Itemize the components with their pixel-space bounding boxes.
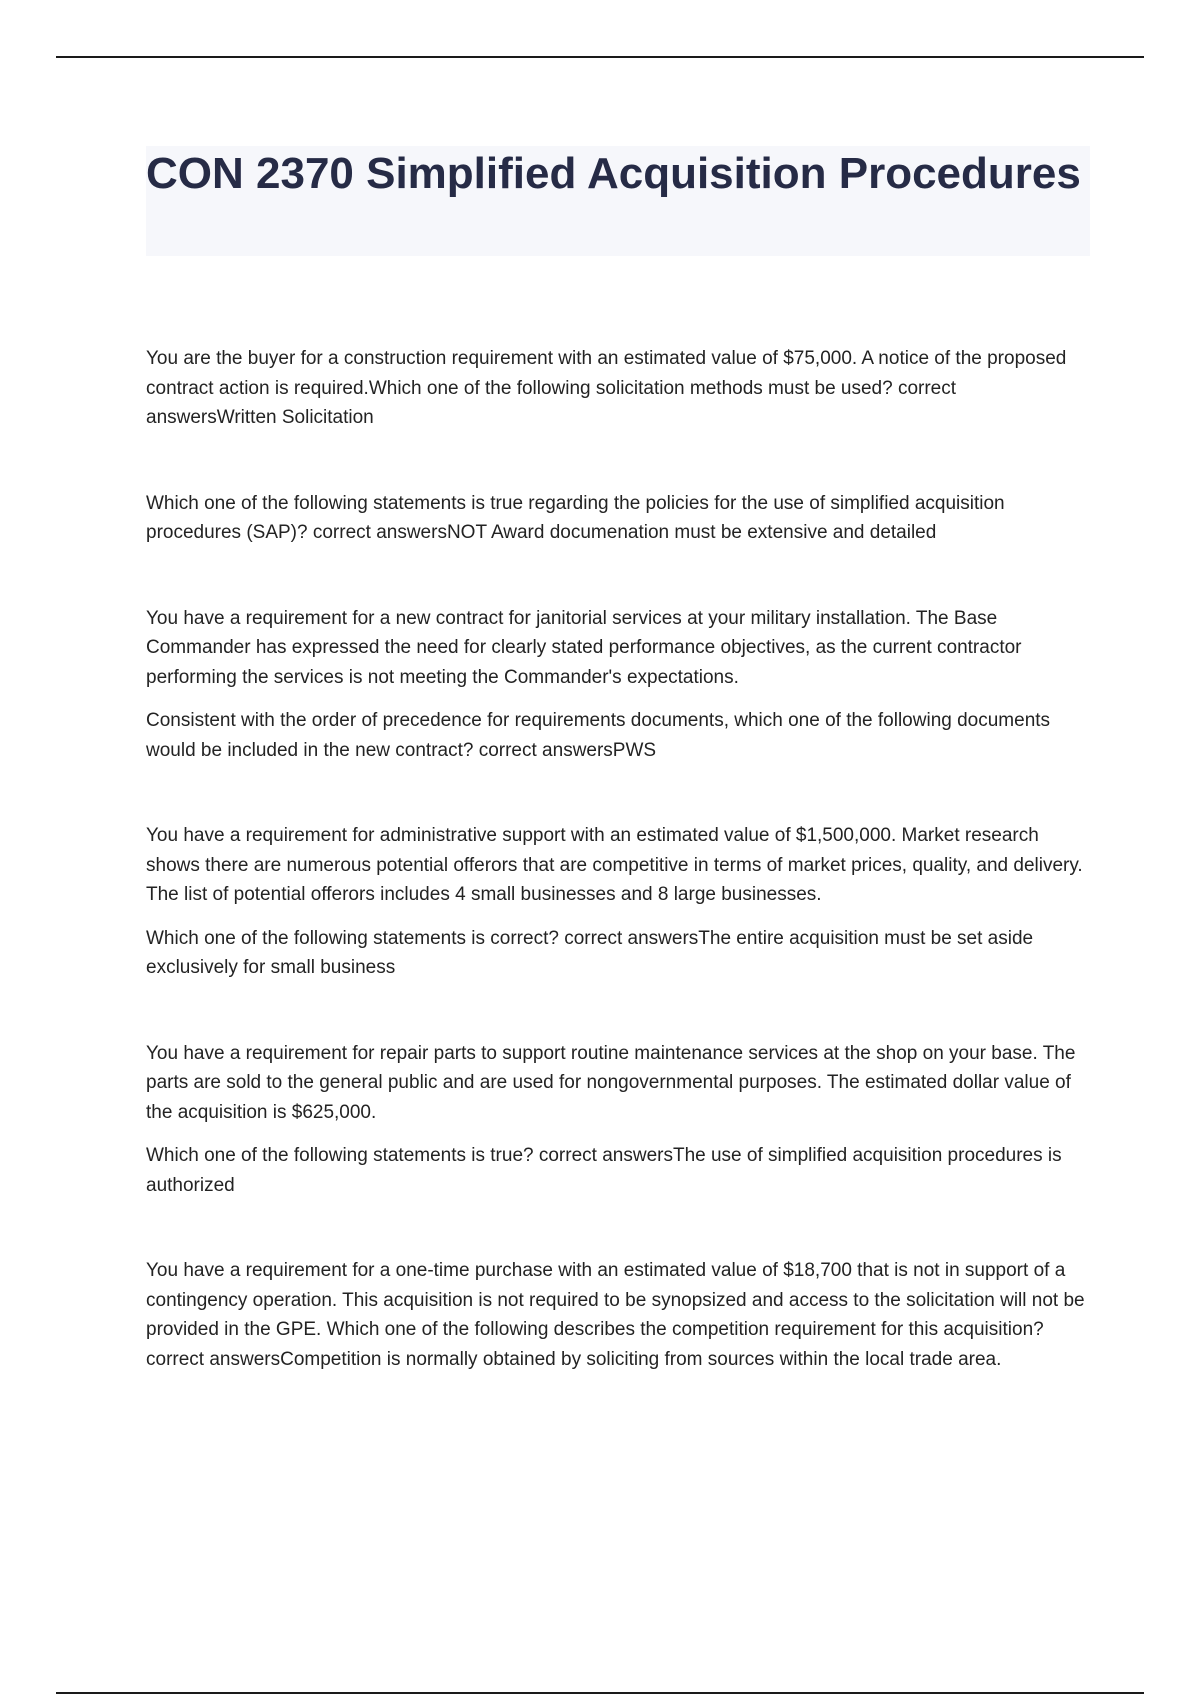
question-item xyxy=(146,604,1090,766)
question-list xyxy=(146,344,1090,1374)
question-paragraph: Consistent with the order of precedence for requirements documents, which one of the following documents would be included in the new contract? correct answersPWS xyxy=(146,710,1051,761)
question-paragraph: Which one of the following statements is true regarding the policies for the use of simplified acquisition procedures (SAP)? correct answersNOT Award documenation must be extensive and detailed xyxy=(146,492,1005,543)
question-item xyxy=(146,489,1090,548)
question-paragraph: You have a requirement for administrative support with an estimated value of $1,500,000. Market research shows there are numerous potential offerors that are competitive in terms of market prices, quality, and delivery. The list of potential offerors includes 4 small businesses and 8 large businesses. xyxy=(146,825,1083,905)
question-paragraph: You are the buyer for a construction requirement with an estimated value of $75,000. A notice of the proposed contract action is required.Which one of the following solicitation methods must be used? correct answersWritten Solicitation xyxy=(146,348,1067,428)
question-item xyxy=(146,1039,1090,1201)
question-item xyxy=(146,344,1090,433)
question-paragraph: You have a requirement for a new contract for janitorial services at your military installation. The Base Commander has expressed the need for clearly stated performance objectives, as the current contractor performing the services is not meeting the Commander's expectations. xyxy=(146,607,1022,688)
title-banner xyxy=(146,146,1090,256)
question-paragraph: Which one of the following statements is true? correct answersThe use of simplified acquisition procedures is authorized xyxy=(146,1145,1062,1196)
question-paragraph: You have a requirement for repair parts to support routine maintenance services at the shop on your base. The parts are sold to the general public and are used for nongovernmental purposes. The estimated dollar value of the acquisition is $625,000. xyxy=(146,1042,1076,1123)
question-paragraph: You have a requirement for a one-time purchase with an estimated value of $18,700 that is not in support of a contingency operation. This acquisition is not required to be synopsized and access to the solicitation will not be provided in the GPE. Which one of the following describes the competition requirement for this acquisition? correct answersCompetition is normally obtained by soliciting from sources within the local trade area. xyxy=(146,1260,1085,1370)
top-rule xyxy=(56,56,1144,58)
question-item xyxy=(146,1256,1090,1374)
question-item xyxy=(146,821,1090,983)
document-body xyxy=(146,146,1090,1430)
question-paragraph: Which one of the following statements is correct? correct answersThe entire acquisition must be set aside exclusively for small business xyxy=(146,927,1034,978)
bottom-rule xyxy=(56,1692,1144,1694)
document-title: CON 2370 Simplified Acquisition Procedures xyxy=(146,149,1081,198)
